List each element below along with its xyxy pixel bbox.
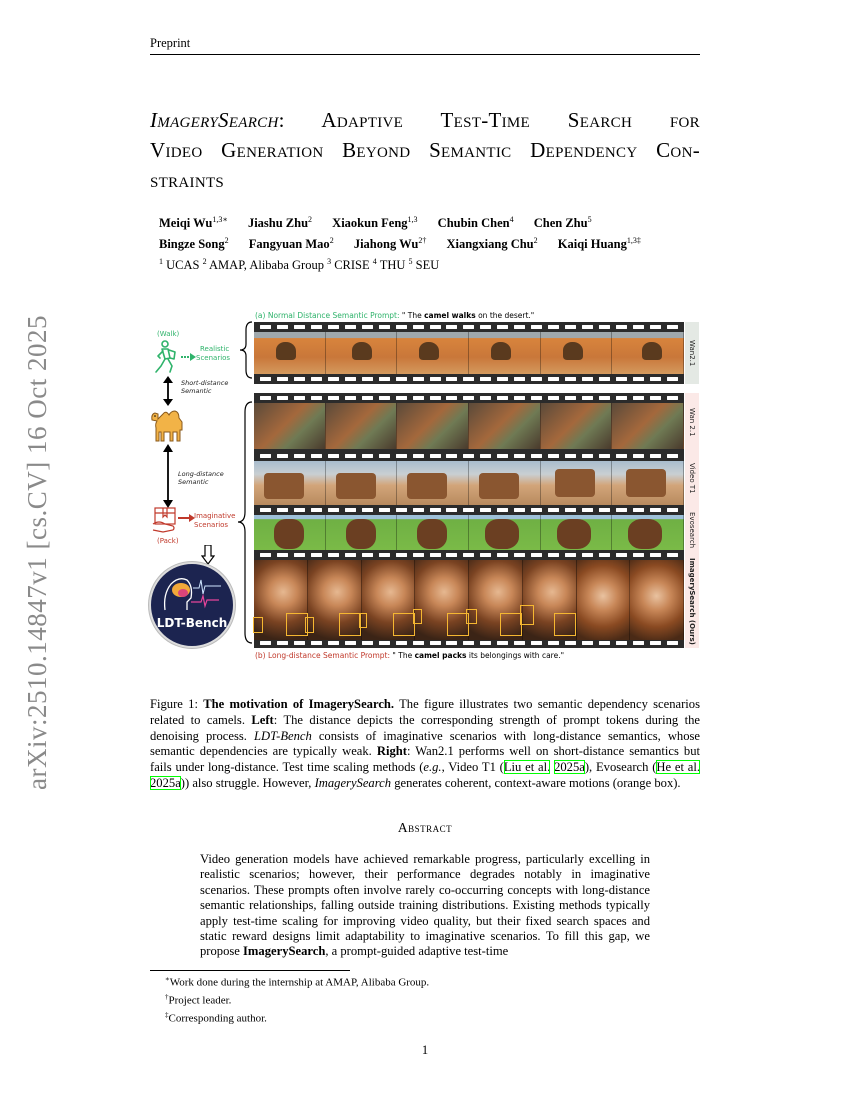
short-distance-label: Short-distance Semantic bbox=[181, 379, 229, 395]
frame bbox=[397, 515, 469, 555]
arrow-right-icon bbox=[181, 352, 197, 362]
highlight-box bbox=[466, 609, 477, 624]
arxiv-stamp: arXiv:2510.14847v1 [cs.CV] 16 Oct 2025 bbox=[22, 315, 52, 790]
frame bbox=[612, 515, 684, 555]
title-line-2: Video Generation Beyond Semantic Dependency Con- bbox=[150, 138, 700, 162]
frame bbox=[254, 403, 326, 449]
frame bbox=[541, 461, 613, 505]
prompt-b: (b) Long-distance Semantic Prompt: " The camel packs its belongings with care." bbox=[255, 651, 565, 660]
frame bbox=[541, 332, 613, 374]
author: Chubin Chen$^4$ bbox=[437, 215, 514, 231]
frame bbox=[612, 461, 684, 505]
author-row-2 bbox=[159, 232, 719, 253]
running-head: Preprint bbox=[150, 36, 191, 50]
film-perforations bbox=[254, 375, 684, 383]
frame bbox=[469, 461, 541, 505]
frame bbox=[254, 461, 326, 505]
frame bbox=[326, 461, 398, 505]
frame bbox=[469, 332, 541, 374]
frame bbox=[541, 403, 613, 449]
highlight-box bbox=[393, 613, 415, 636]
title-line-3: straints bbox=[150, 168, 225, 192]
footnotes bbox=[165, 972, 429, 1026]
citation-link-he-year[interactable]: 2025a bbox=[150, 775, 181, 790]
author: Jiahong $Wu^{2\dagger}$ bbox=[353, 236, 427, 252]
realistic-scenarios-label: Realistic Scenarios bbox=[196, 345, 231, 362]
imaginative-scenarios-label: Imaginative Scenarios bbox=[194, 512, 236, 529]
author: Xiaokun Feng$^{1,3}$ bbox=[332, 215, 418, 231]
highlight-box bbox=[500, 613, 522, 636]
footnote-rule bbox=[150, 970, 350, 971]
author: Jiashu Zhu$^2$ bbox=[247, 215, 313, 231]
frame bbox=[612, 403, 684, 449]
citation-link-liu-year[interactable]: 2025a bbox=[554, 760, 585, 775]
highlight-box bbox=[253, 617, 263, 633]
film-frames bbox=[254, 403, 684, 449]
highlight-box bbox=[359, 613, 367, 628]
frame bbox=[612, 332, 684, 374]
author: Chen Zhu$^5$ bbox=[533, 215, 592, 231]
frame bbox=[397, 461, 469, 505]
frame bbox=[541, 515, 613, 555]
frame bbox=[577, 560, 631, 640]
pack-box-icon bbox=[151, 506, 181, 534]
highlight-box bbox=[520, 605, 534, 625]
paper-title bbox=[150, 105, 700, 195]
method-label-video-t1: Video T1 bbox=[685, 451, 699, 505]
ldt-bench-badge bbox=[149, 562, 235, 648]
film-strip-wan21-desert bbox=[254, 322, 684, 384]
frame bbox=[397, 403, 469, 449]
frame bbox=[254, 515, 326, 555]
brace-realistic bbox=[238, 320, 254, 380]
author-block bbox=[159, 211, 719, 274]
frame bbox=[326, 403, 398, 449]
frame bbox=[630, 560, 684, 640]
citation-link-liu[interactable]: Liu et al. bbox=[503, 760, 551, 775]
highlight-box bbox=[305, 617, 314, 633]
frame bbox=[397, 332, 469, 374]
author: Fangyuan Mao$^2$ bbox=[248, 236, 334, 252]
page-number: 1 bbox=[421, 1043, 429, 1057]
abstract-body: Video generation models have achieved remarkable progress, particularly excelling in realistic scenarios; however, their performance degrades notably in imaginative scenarios. These prompts often involve rarely co-occurring concepts with long-distance semantic relationships, falling outside training distributions. Existing methods typically apply test-time scaling for improving video quality, but their fixed search spaces and static reward designs limit adaptability to imaginative scenarios. To fill this gap, we propose ImagerySearch, a prompt-guided adaptive test-time bbox=[200, 852, 650, 959]
title-system-name: ImagerySearch bbox=[150, 108, 279, 132]
film-frames bbox=[254, 461, 684, 505]
affiliations: $^1$ UCAS $^2$ AMAP, Alibaba Group $^3$ CRISE $^4$ THU $^5$ SEU bbox=[159, 257, 440, 273]
film-frames bbox=[254, 515, 684, 555]
author: Meiqi $Wu^{1,3∗}$ bbox=[159, 215, 228, 231]
walk-label: (Walk) bbox=[157, 330, 180, 338]
film-perforations bbox=[254, 323, 684, 331]
film-strip-evosearch bbox=[254, 505, 684, 555]
footnote: ‡Corresponding author. bbox=[165, 1011, 267, 1025]
brain-waveform-icon bbox=[161, 574, 225, 614]
frame bbox=[254, 332, 326, 374]
prompt-a-label: (a) Normal Distance Semantic Prompt: bbox=[255, 311, 400, 320]
hollow-down-arrow-icon bbox=[201, 545, 215, 565]
frame bbox=[469, 403, 541, 449]
double-arrow-long-icon bbox=[162, 444, 174, 508]
footnote: ∗Work done during the internship at AMAP, Alibaba Group. bbox=[165, 975, 430, 989]
frame bbox=[469, 515, 541, 555]
pack-label: (Pack) bbox=[157, 537, 179, 545]
title-line-1-rest: : Adaptive Test-Time Search for bbox=[278, 108, 700, 132]
author-row-1 bbox=[159, 211, 719, 232]
ldt-bench-label: LDT-Bench bbox=[156, 616, 228, 630]
footnote: †Project leader. bbox=[165, 993, 232, 1007]
frame bbox=[326, 515, 398, 555]
camel-icon bbox=[149, 406, 189, 444]
brace-imaginative bbox=[236, 400, 254, 645]
walking-person-icon bbox=[151, 340, 183, 374]
method-label-evosearch: Evosearch bbox=[685, 505, 699, 555]
prompt-a: (a) Normal Distance Semantic Prompt: " The camel walks on the desert." bbox=[255, 311, 535, 320]
prompt-b-label: (b) Long-distance Semantic Prompt: bbox=[255, 651, 391, 660]
film-frames bbox=[254, 560, 684, 640]
header-rule bbox=[150, 54, 700, 55]
highlight-box bbox=[339, 613, 361, 636]
film-strip-video-t1 bbox=[254, 451, 684, 505]
abstract-heading: Abstract bbox=[397, 820, 453, 835]
author: Xiangxiang Chu$^2$ bbox=[446, 236, 538, 252]
double-arrow-short-icon bbox=[162, 376, 174, 406]
film-frames bbox=[254, 332, 684, 374]
author: Kaiqi Huang$^{1,3\ddagger}$ bbox=[557, 236, 641, 252]
long-distance-label: Long-distance Semantic bbox=[178, 470, 224, 486]
citation-link-he[interactable]: He et al. bbox=[656, 760, 701, 775]
film-strip-wan21-pack bbox=[254, 393, 684, 451]
method-label-imagerysearch: ImagerySearch (Ours) bbox=[685, 555, 699, 648]
method-label-wan21-b: Wan 2.1 bbox=[685, 393, 699, 451]
film-strip-imagerysearch bbox=[254, 550, 684, 648]
frame bbox=[326, 332, 398, 374]
figure-caption: Figure 1: The motivation of ImagerySearch. The figure illustrates two semantic dependency scenarios related to camels. Left: The distance depicts the corresponding strength of prompt tokens during the denoising process. LDT-Bench consists of imaginative scenarios with long-distance semantics, whose semantic dependencies are typically weak. Right: Wan2.1 performs well on short-distance semantics but fails under long-distance. Test time scaling methods (e.g., Video T1 (Liu et al. 2025a), Evosearch (He et al. 2025a)) also struggle. However, ImagerySearch generates coherent, context-aware motions (orange box). bbox=[150, 697, 701, 790]
highlight-box bbox=[554, 613, 576, 636]
method-label-wan21-a: Wan2.1 bbox=[685, 322, 699, 384]
author: Bingze Song$^2$ bbox=[159, 236, 229, 252]
highlight-box bbox=[413, 609, 422, 624]
